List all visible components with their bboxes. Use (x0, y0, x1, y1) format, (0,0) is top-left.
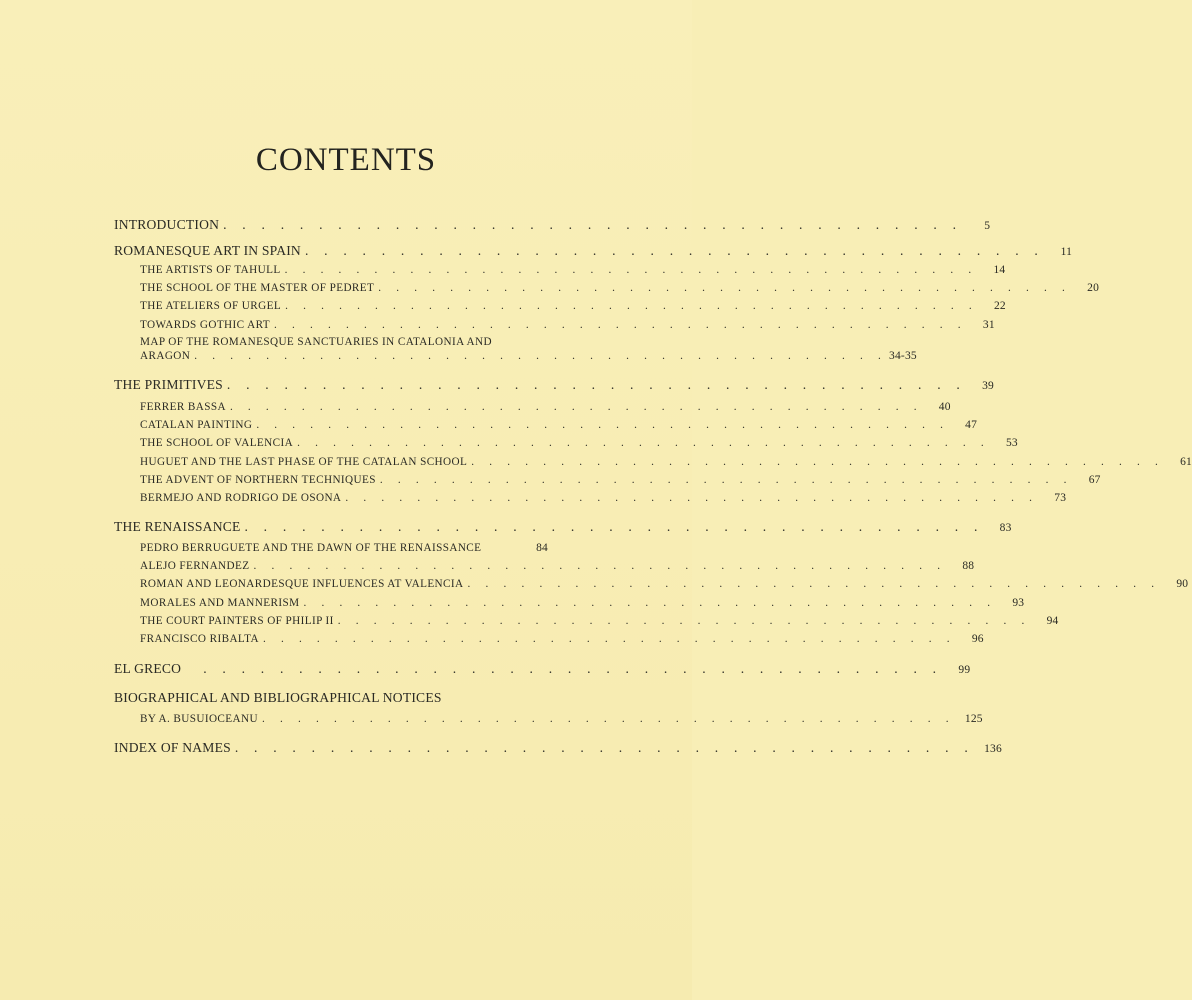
toc-entry-the-renaissance (114, 519, 1012, 535)
dot-leader: . . . . . . . . . . . . . . . . . . . . . . . . . . . . . . . . . . . . . . . (303, 597, 997, 609)
toc-entry-label: EL GRECO (114, 661, 182, 676)
toc-entry-label: THE ARTISTS OF TAHULL (140, 264, 281, 276)
toc-page-number: 125 (964, 713, 983, 725)
dot-leader: . . . . . . . . . . . . . . . . . . . . . . . . . . . . . . . . . . . . . . . (203, 661, 943, 676)
dot-leader: . . . . . . . . . . . . . . . . . . . . . . . . . . . . . . . . . . . . . . . (345, 492, 1039, 504)
dot-leader: . . . . . . . . . . . . . . . . . . . . . . . . . . . . . . . . . . . . . . . (337, 615, 1031, 627)
toc-entry-towards-gothic-art (140, 319, 995, 331)
toc-page-number: 11 (1060, 246, 1073, 258)
toc-page-number: 61 (1180, 456, 1192, 468)
toc-entry-morales (140, 597, 1025, 609)
toc-entry-the-primitives (114, 377, 994, 393)
dot-leader: . . . . . . . . . . . . . . . . . . . . . . . . . . . . . . . . . . . . . . . (297, 437, 990, 449)
toc-entry-bermejo (140, 492, 1067, 504)
toc-entry-label: THE COURT PAINTERS OF PHILIP II (140, 615, 334, 627)
toc-entry-label: MAP OF THE ROMANESQUE SANCTUARIES IN CATALONIA AND (140, 336, 492, 348)
toc-entry-label: INDEX OF NAMES (114, 740, 231, 755)
toc-entry-label: THE RENAISSANCE (114, 519, 241, 534)
toc-entry-ateliers-of-urgel (140, 300, 1006, 312)
toc-page-number: 94 (1046, 615, 1059, 627)
toc-page-number: 136 (984, 743, 1002, 755)
toc-entry-label: PEDRO BERRUGUETE AND THE DAWN OF THE RENAISSANCE (140, 542, 482, 554)
dot-leader: . . . . . . . . . . . . . . . . . . . . . . . . . . . . . . . . . . . . . . . (256, 419, 950, 431)
toc-page-number: 39 (982, 380, 994, 392)
dot-leader: . . . . . . . . . . . . . . . . . . . . . . . . . . . . . . . . . . . . . . . (467, 578, 1161, 590)
toc-page-number: 31 (982, 319, 995, 331)
toc-entry-ferrer-bassa (140, 401, 951, 413)
toc-page-number: 84 (536, 542, 548, 554)
dot-leader: . . . . . . . . . . . . . . . . . . . . . . . . . . . . . . . . . . . . . . . (229, 401, 923, 413)
dot-leader: . . . . . . . . . . . . . . . . . . . . . . . . . . . . . . . . . . . . . . . (223, 217, 963, 232)
toc-page-number: 88 (962, 560, 975, 572)
toc-entry-by-busuioceanu (140, 713, 983, 725)
toc-entry-label: INTRODUCTION (114, 217, 220, 232)
toc-page-number: 34-35 (889, 350, 917, 362)
toc-entry-alejo-fernandez (140, 560, 975, 572)
toc-entry-biographical-notices (114, 690, 548, 706)
toc-page-number: 96 (971, 633, 984, 645)
dot-leader: . . . . . . . . . . . . . . . . . . . . . . . . . . . . . . . . . . . . . . . (226, 377, 966, 392)
toc-entry-romanesque-art (114, 243, 1073, 259)
dot-leader: . . . . . . . . . . . . . . . . . . . . . . . . . . . . . . . . . . . . . . . (471, 456, 1164, 468)
dot-leader: . . . . . . . . . . . . . . . . . . . . . . . . . . . . . . . . . . . . . . . (194, 350, 888, 362)
toc-entry-label: THE SCHOOL OF VALENCIA (140, 437, 294, 449)
toc-entry-label: BY A. BUSUIOCEANU (140, 713, 258, 725)
toc-page-number: 40 (938, 401, 951, 413)
dot-leader: . . . . . . . . . . . . . . . . . . . . . . . . . . . . . . . . . . . . . . . (261, 713, 955, 725)
dot-leader: . . . . . . . . . . . . . . . . . . . . . . . . . . . . . . . . . . . . . . . (234, 740, 974, 755)
toc-page-number: 20 (1087, 282, 1100, 294)
toc-entry-el-greco (114, 661, 971, 677)
dot-leader: . . . . . . . . . . . . . . . . . . . . . . . . . . . . . . . . . . . . . . . (284, 264, 978, 276)
toc-page-number: 67 (1088, 474, 1101, 486)
toc-entry-map-line-1 (140, 336, 548, 348)
toc-page-number: 14 (993, 264, 1006, 276)
toc-entry-pedro-berruguete (140, 542, 548, 554)
toc-entry-label: THE ATELIERS OF URGEL (140, 300, 282, 312)
dot-leader: . . . . . . . . . . . . . . . . . . . . . . . . . . . . . . . . . . . . . . . (253, 560, 947, 572)
dot-leader: . . . . . . . . . . . . . . . . . . . . . . . . . . . . . . . . . . . . . . . (244, 519, 984, 534)
toc-entry-label: ROMAN AND LEONARDESQUE INFLUENCES AT VALENCIA (140, 578, 464, 590)
toc-page-number: 53 (1005, 437, 1018, 449)
toc-entry-label: BERMEJO AND RODRIGO DE OSONA (140, 492, 342, 504)
toc-entry-label: THE ADVENT OF NORTHERN TECHNIQUES (140, 474, 376, 486)
toc-entry-artists-of-tahull (140, 264, 1006, 276)
dot-leader: . . . . . . . . . . . . . . . . . . . . . . . . . . . . . . . . . . . . . . . (262, 633, 956, 645)
toc-entry-label: FRANCISCO RIBALTA (140, 633, 259, 645)
toc-entry-label: CATALAN PAINTING (140, 419, 253, 431)
toc-entry-index-of-names (114, 740, 1002, 756)
dot-leader: . . . . . . . . . . . . . . . . . . . . . . . . . . . . . . . . . . . . . . . (274, 319, 967, 331)
toc-entry-label: MORALES AND MANNERISM (140, 597, 300, 609)
toc-entry-label: THE SCHOOL OF THE MASTER OF PEDRET (140, 282, 375, 294)
toc-page-number: 83 (999, 522, 1012, 534)
toc-entry-court-painters (140, 615, 1059, 627)
dot-leader: . . . . . . . . . . . . . . . . . . . . . . . . . . . . . . . . . . . . . . . (379, 474, 1073, 486)
page-title: CONTENTS (255, 142, 437, 178)
toc-page-number: 22 (993, 300, 1006, 312)
toc-entry-label: ALEJO FERNANDEZ (140, 560, 250, 572)
toc-entry-label: THE PRIMITIVES (114, 377, 223, 392)
toc-entry-northern-techniques (140, 474, 1101, 486)
toc-entry-roman-leonardesque (140, 578, 1189, 590)
toc-entry-huguet (140, 456, 1192, 468)
toc-entry-school-of-valencia (140, 437, 1018, 449)
toc-page-number: 93 (1012, 597, 1025, 609)
toc-entry-label: TOWARDS GOTHIC ART (140, 319, 271, 331)
dot-leader: . . . . . . . . . . . . . . . . . . . . . . . . . . . . . . . . . . . . . . . (304, 243, 1045, 258)
toc-page-number: 73 (1054, 492, 1067, 504)
toc-page-number: 90 (1176, 578, 1189, 590)
toc-entry-label: HUGUET AND THE LAST PHASE OF THE CATALAN SCHOOL (140, 456, 468, 468)
dot-leader: . . . . . . . . . . . . . . . . . . . . . . . . . . . . . . . . . . . . . . . (378, 282, 1072, 294)
toc-page-number: 5 (984, 220, 991, 232)
toc-entry-label: ROMANESQUE ART IN SPAIN (114, 243, 301, 258)
toc-entry-introduction (114, 217, 991, 233)
toc-entry-label: FERRER BASSA (140, 401, 226, 413)
toc-entry-label: BIOGRAPHICAL AND BIBLIOGRAPHICAL NOTICES (114, 690, 442, 705)
toc-page-number: 99 (958, 664, 971, 676)
dot-leader: . . . . . . . . . . . . . . . . . . . . . . . . . . . . . . . . . . . . . . . (285, 300, 978, 312)
toc-entry-catalan-painting (140, 419, 978, 431)
toc-page-number: 47 (965, 419, 978, 431)
toc-entry-map-line-2 (140, 350, 917, 362)
toc-entry-francisco-ribalta (140, 633, 984, 645)
toc-entry-label: ARAGON (140, 350, 191, 362)
toc-entry-master-of-pedret (140, 282, 1100, 294)
